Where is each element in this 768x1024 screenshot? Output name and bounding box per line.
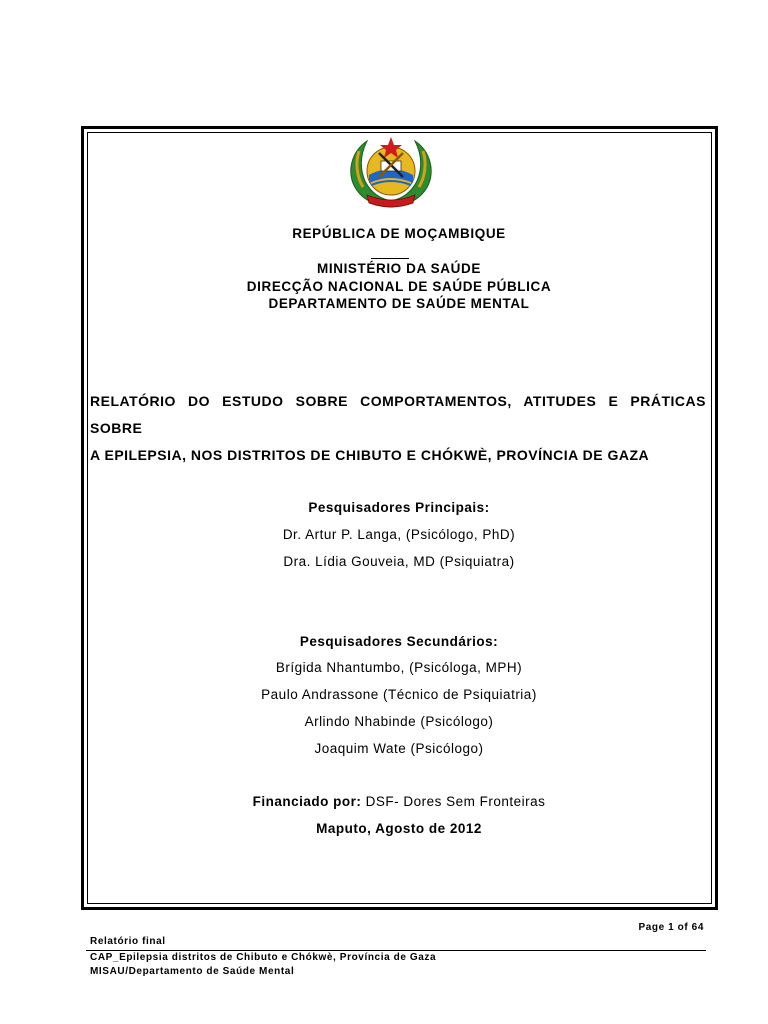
secondary-researcher-2: Paulo Andrassone (Técnico de Psiquiatria): [261, 687, 537, 702]
page-border-inner: [87, 132, 712, 904]
secondary-researcher-1: Brígida Nhantumbo, (Psicóloga, MPH): [275, 660, 523, 675]
ministry-accent-line: [371, 258, 409, 259]
department-heading: DEPARTAMENTO DE SAÚDE MENTAL: [268, 296, 530, 311]
principal-researchers-heading: Pesquisadores Principais:: [308, 500, 490, 515]
page-border: [81, 126, 718, 910]
republic-heading: REPÚBLICA DE MOÇAMBIQUE: [292, 226, 506, 241]
report-title-line-2: A EPILEPSIA, NOS DISTRITOS DE CHIBUTO E CHÓKWÈ, PROVÍNCIA DE GAZA: [90, 447, 650, 463]
report-title: [90, 388, 706, 469]
footer-line-3: MISAU/Departamento de Saúde Mental: [90, 966, 295, 977]
directorate-heading: DIRECÇÃO NACIONAL DE SAÚDE PÚBLICA: [246, 279, 552, 294]
report-title-line-1: RELATÓRIO DO ESTUDO SOBRE COMPORTAMENTOS, ATITUDES E PRÁTICAS SOBRE: [90, 393, 706, 436]
mozambique-emblem-icon: [345, 133, 437, 211]
funding-line: [86, 794, 712, 809]
page-number: Page 1 of 64: [638, 922, 704, 933]
secondary-researcher-4: Joaquim Wate (Psicólogo): [314, 741, 484, 756]
place-date: Maputo, Agosto de 2012: [316, 821, 482, 836]
principal-researcher-1: Dr. Artur P. Langa, (Psicólogo, PhD): [282, 527, 516, 542]
footer-line-2: CAP_Epilepsia distritos de Chibuto e Chókwè, Província de Gaza: [90, 952, 437, 963]
ministry-heading: MINISTÉRIO DA SAÚDE: [317, 261, 481, 276]
secondary-researcher-3: Arlindo Nhabinde (Psicólogo): [304, 714, 494, 729]
footer-line-1: Relatório final: [90, 936, 166, 947]
funding-label: Financiado por:: [252, 794, 362, 809]
secondary-researchers-heading: Pesquisadores Secundários:: [299, 634, 499, 649]
funding-value: DSF- Dores Sem Fronteiras: [361, 794, 546, 809]
principal-researcher-2: Dra. Lídia Gouveia, MD (Psiquiatra): [283, 554, 515, 569]
footer-divider: [86, 950, 706, 951]
